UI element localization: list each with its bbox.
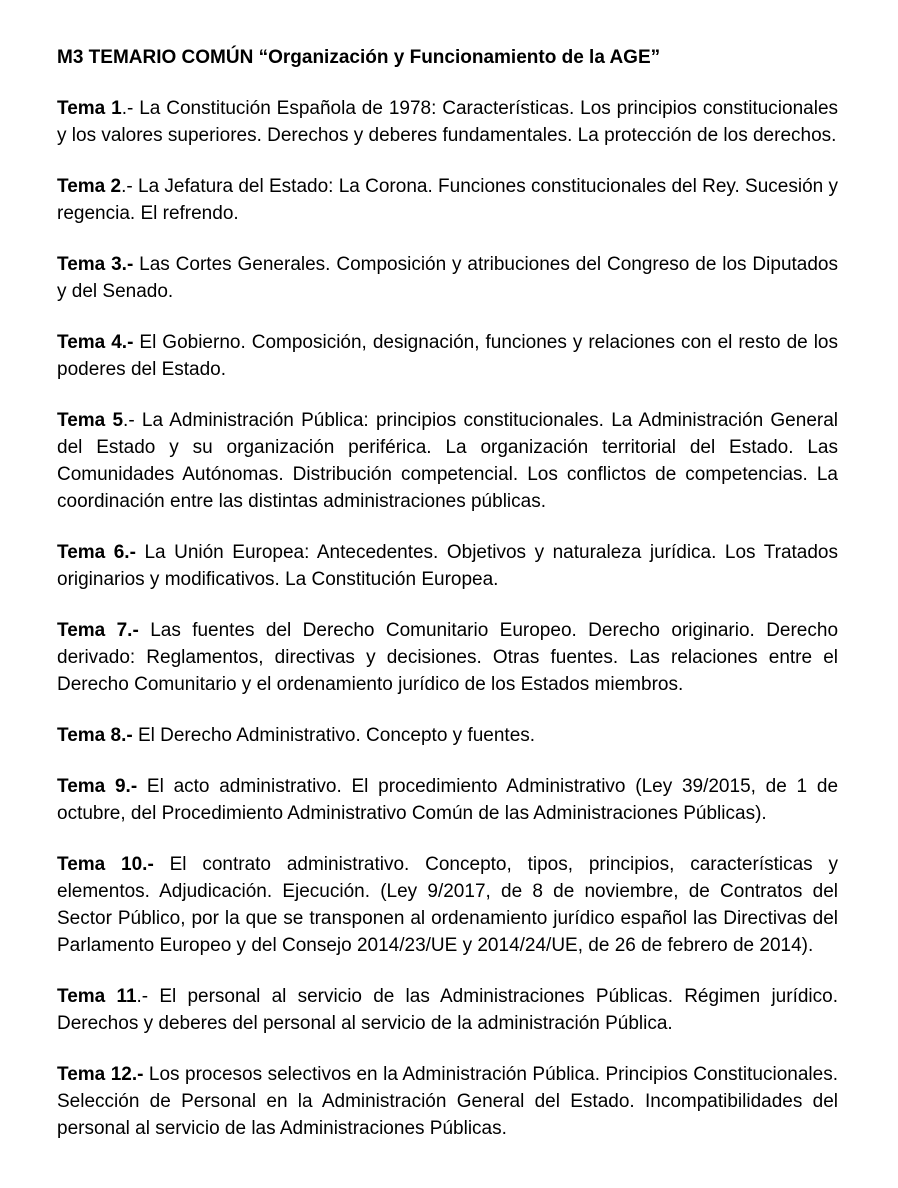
- tema-separator: .-: [121, 98, 134, 119]
- tema-item-4: [57, 329, 838, 383]
- tema-separator: .-: [121, 176, 133, 197]
- tema-item-6: [57, 539, 838, 593]
- tema-number: Tema 9.-: [57, 776, 138, 797]
- tema-number: Tema 3.-: [57, 254, 134, 275]
- tema-item-3: [57, 251, 838, 305]
- tema-number: Tema 2: [57, 176, 122, 197]
- tema-text: El acto administrativo. El procedimiento Administrativo (Ley 39/2015, de 1 de octubre, del Procedimiento Administrativo Común de las Administraciones Públicas).: [57, 776, 839, 824]
- tema-number: Tema 12.-: [57, 1064, 144, 1085]
- document-title: M3 TEMARIO COMÚN “Organización y Funcionamiento de la AGE”: [57, 47, 661, 68]
- tema-text: Los procesos selectivos en la Administración Pública. Principios Constitucionales. Selección de Personal en la Administración General del Estado. Incompatibilidades del personal al servicio de las Administraciones Públicas.: [57, 1064, 838, 1139]
- tema-separator: .-: [136, 986, 149, 1007]
- tema-text: La Jefatura del Estado: La Corona. Funciones constitucionales del Rey. Sucesión y regencia. El refrendo.: [57, 176, 838, 224]
- tema-text: Las fuentes del Derecho Comunitario Europeo. Derecho originario. Derecho derivado: Reglamentos, directivas y decisiones. Otras fuentes. Las relaciones entre el Derecho Comunitario y el ordenamiento jurídico de los Estados miembros.: [57, 620, 839, 695]
- tema-item-5: [57, 407, 838, 515]
- tema-item-8: [57, 722, 838, 749]
- tema-item-11: [57, 983, 838, 1037]
- tema-item-1: [57, 95, 838, 149]
- tema-text: El Derecho Administrativo. Concepto y fuentes.: [137, 725, 536, 746]
- tema-text: El Gobierno. Composición, designación, funciones y relaciones con el resto de los poderes del Estado.: [57, 332, 839, 380]
- tema-item-9: [57, 773, 838, 827]
- tema-item-10: [57, 851, 838, 959]
- tema-number: Tema 11: [57, 986, 137, 1007]
- tema-item-2: [57, 173, 838, 227]
- tema-number: Tema 6.-: [57, 542, 136, 563]
- tema-text: El contrato administrativo. Concepto, tipos, principios, características y elementos. Adjudicación. Ejecución. (Ley 9/2017, de 8 de noviembre, de Contratos del Sector Público, por la que se transponen al ordenamiento jurídico español las Directivas del Parlamento Europeo y del Consejo 2014/23/UE y 2014/24/UE, de 26 de febrero de 2014).: [57, 854, 838, 956]
- document-page: [57, 44, 838, 1142]
- tema-text: La Unión Europea: Antecedentes. Objetivos y naturaleza jurídica. Los Tratados originarios y modificativos. La Constitución Europea.: [57, 542, 838, 590]
- tema-number: Tema 7.-: [57, 620, 139, 641]
- tema-separator: .-: [123, 410, 135, 431]
- tema-text: La Administración Pública: principios constitucionales. La Administración General del Estado y su organización periférica. La organización territorial del Estado. Las Comunidades Autónomas. Distribución competencial. Los conflictos de competencias. La coordinación entre las distintas administraciones públicas.: [57, 410, 838, 512]
- tema-item-7: [57, 617, 838, 698]
- tema-number: Tema 1: [57, 98, 122, 119]
- tema-number: Tema 8.-: [57, 725, 133, 746]
- tema-item-12: [57, 1061, 838, 1142]
- tema-text: Las Cortes Generales. Composición y atribuciones del Congreso de los Diputados y del Senado.: [57, 254, 838, 302]
- tema-number: Tema 5: [57, 410, 124, 431]
- tema-number: Tema 10.-: [57, 854, 154, 875]
- tema-text: El personal al servicio de las Administraciones Públicas. Régimen jurídico. Derechos y deberes del personal al servicio de la administración Pública.: [57, 986, 838, 1034]
- tema-text: La Constitución Española de 1978: Características. Los principios constitucionales y los valores superiores. Derechos y deberes fundamentales. La protección de los derechos.: [57, 98, 839, 146]
- tema-number: Tema 4.-: [57, 332, 134, 353]
